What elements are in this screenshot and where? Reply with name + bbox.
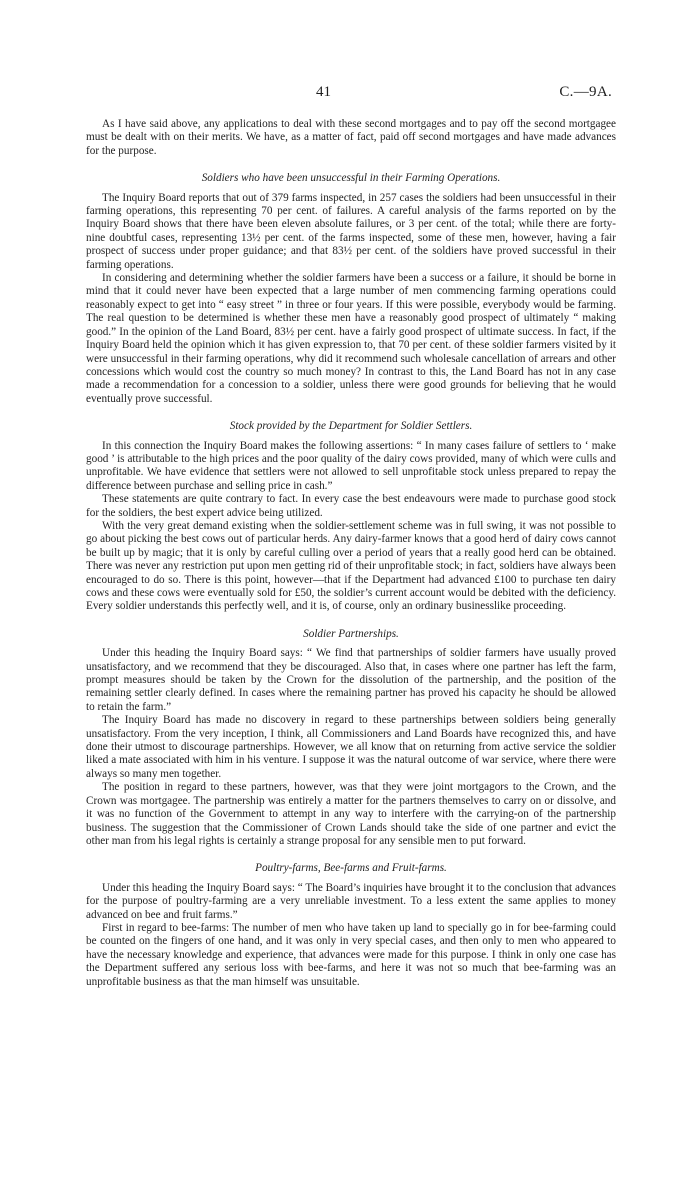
- paragraph: Under this heading the Inquiry Board says: “ The Board’s inquiries have brought it to the conclusion that advances for the purpose of poultry-farming are a very unreliable investment. To a less extent the same applies to money advanced on bee and fruit farms.”: [86, 881, 616, 921]
- paragraph: The Inquiry Board has made no discovery in regard to these partnerships between soldiers being generally unsatisfactory. From the very inception, I think, all Commissioners and Land Boards have recognized this, and have done their utmost to discourage partnerships. However, we all know that on returning from active service the soldier liked a mate associated with him in his venture. I suppose it was the natural outcome of war service, where there were always so many men together.: [86, 714, 616, 780]
- document-reference: C.—9A.: [559, 84, 612, 100]
- paragraph: These statements are quite contrary to fact. In every case the best endeavours were made to purchase good stock for the soldiers, the best expert advice being utilized.: [86, 493, 616, 519]
- paragraph: With the very great demand existing when the soldier-settlement scheme was in full swing, it was not possible to go about picking the best cows out of particular herds. Any dairy-farmer knows that a good herd of dairy cows cannot be built up by magic; that it is only by careful culling over a period of years that a really good herd can be obtained. There was never any restriction put upon men getting rid of their unprofitable stock; in fact, soldiers have always been encouraged to do so. There is this point, however—that if the Department had advanced £100 to purchase ten dairy cows and these cows were eventually sold for £50, the soldier’s current account would be debited with the deficiency. Every soldier understands this perfectly well, and it is, of course, only an ordinary businesslike proceeding.: [86, 519, 616, 613]
- section-heading-poultry-bee-fruit-farms: Poultry-farms, Bee-farms and Fruit-farms.: [255, 862, 447, 875]
- page-header: [0, 84, 700, 104]
- section-heading-unsuccessful-soldiers: Soldiers who have been unsuccessful in their Farming Operations.: [201, 172, 501, 185]
- paragraph: The Inquiry Board reports that out of 379 farms inspected, in 257 cases the soldiers had been unsuccessful in their farming operations, this representing 70 per cent. of failures. A careful analysis of the farms reported on by the Inquiry Board shows that there have been eleven absolute failures, or 3 per cent. of the total; while there are forty-nine doubtful cases, representing 13½ per cent. of the farms inspected, some of these men, however, having a fair prospect of success under proper guidance; and that 83½ per cent. of the soldiers have proved successful in their farming operations.: [86, 191, 616, 271]
- paragraph: In considering and determining whether the soldier farmers have been a success or a failure, it should be borne in mind that it could never have been expected that a large number of men commencing farming operations could reasonably expect to get into “ easy street ” in three or four years. If this were possible, everybody would be farming. The real question to be determined is whether these men have a reasonably good prospect of ultimately “ making good.” In the opinion of the Land Board, 83½ per cent. have a fairly good prospect of ultimate success. In fact, if the Inquiry Board held the opinion which it has given expression to, that 70 per cent. of these soldier farmers visited by it were unsuccessful in their farming operations, why did it recommend such wholesale cancellation of arrears and other concessions which would cost the country so much money? In contrast to this, the Land Board has not in any case made a recommendation for a concession to a soldier, unless there were good grounds for believing that he would eventually prove successful.: [86, 272, 616, 405]
- paragraph: Under this heading the Inquiry Board says: “ We find that partnerships of soldier farmers have usually proved unsatisfactory, and we recommend that they be discouraged. Also that, in cases where one partner has left the farm, prompt measures should be taken by the Crown for the dissolution of the partnership, and the position of the remaining settler clearly defined. In cases where the remaining partner has proved his capacity he should be allowed to retain the farm.”: [86, 647, 616, 713]
- paragraph: The position in regard to these partners, however, was that they were joint mortgagors to the Crown, and the Crown was mortgagee. The partnership was entirely a matter for the partners themselves to carry on or dissolve, and it was no function of the Government to attempt in any way to interfere with the carrying-on of the partnership business. The suggestion that the Commissioner of Crown Lands should take the side of one partner and evict the other man from his legal rights is certainly a strange proposal for any sensible men to put forward.: [86, 781, 616, 847]
- intro-paragraph: As I have said above, any applications to deal with these second mortgages and to pay off the second mortgagee must be dealt with on their merits. We have, as a matter of fact, paid off second mortgages and have made advances for the purpose.: [86, 118, 616, 157]
- paragraph: First in regard to bee-farms: The number of men who have taken up land to specially go in for bee-farming could be counted on the fingers of one hand, and it was only in very special cases, and then only to men who appeared to have the necessary knowledge and experience, that advances were made for this purpose. I think in only one case has the Department suffered any serious loss with bee-farms, and here it was not so much that bee-farming was an unprofitable business as that the man himself was unsuitable.: [86, 921, 616, 988]
- section-heading-soldier-partnerships: Soldier Partnerships.: [303, 627, 399, 640]
- section-heading-stock-provided: Stock provided by the Department for Soldier Settlers.: [229, 420, 473, 433]
- page-number: 41: [316, 84, 331, 100]
- page-body: [86, 118, 616, 989]
- paragraph: In this connection the Inquiry Board makes the following assertions: “ In many cases failure of settlers to ‘ make good ’ is attributable to the high prices and the poor quality of the dairy cows provided, many of which were culls and unprofitable. We have evidence that settlers were not allowed to sell unprofitable stock unless prepared to repay the difference between purchase and selling price in cash.”: [86, 439, 616, 492]
